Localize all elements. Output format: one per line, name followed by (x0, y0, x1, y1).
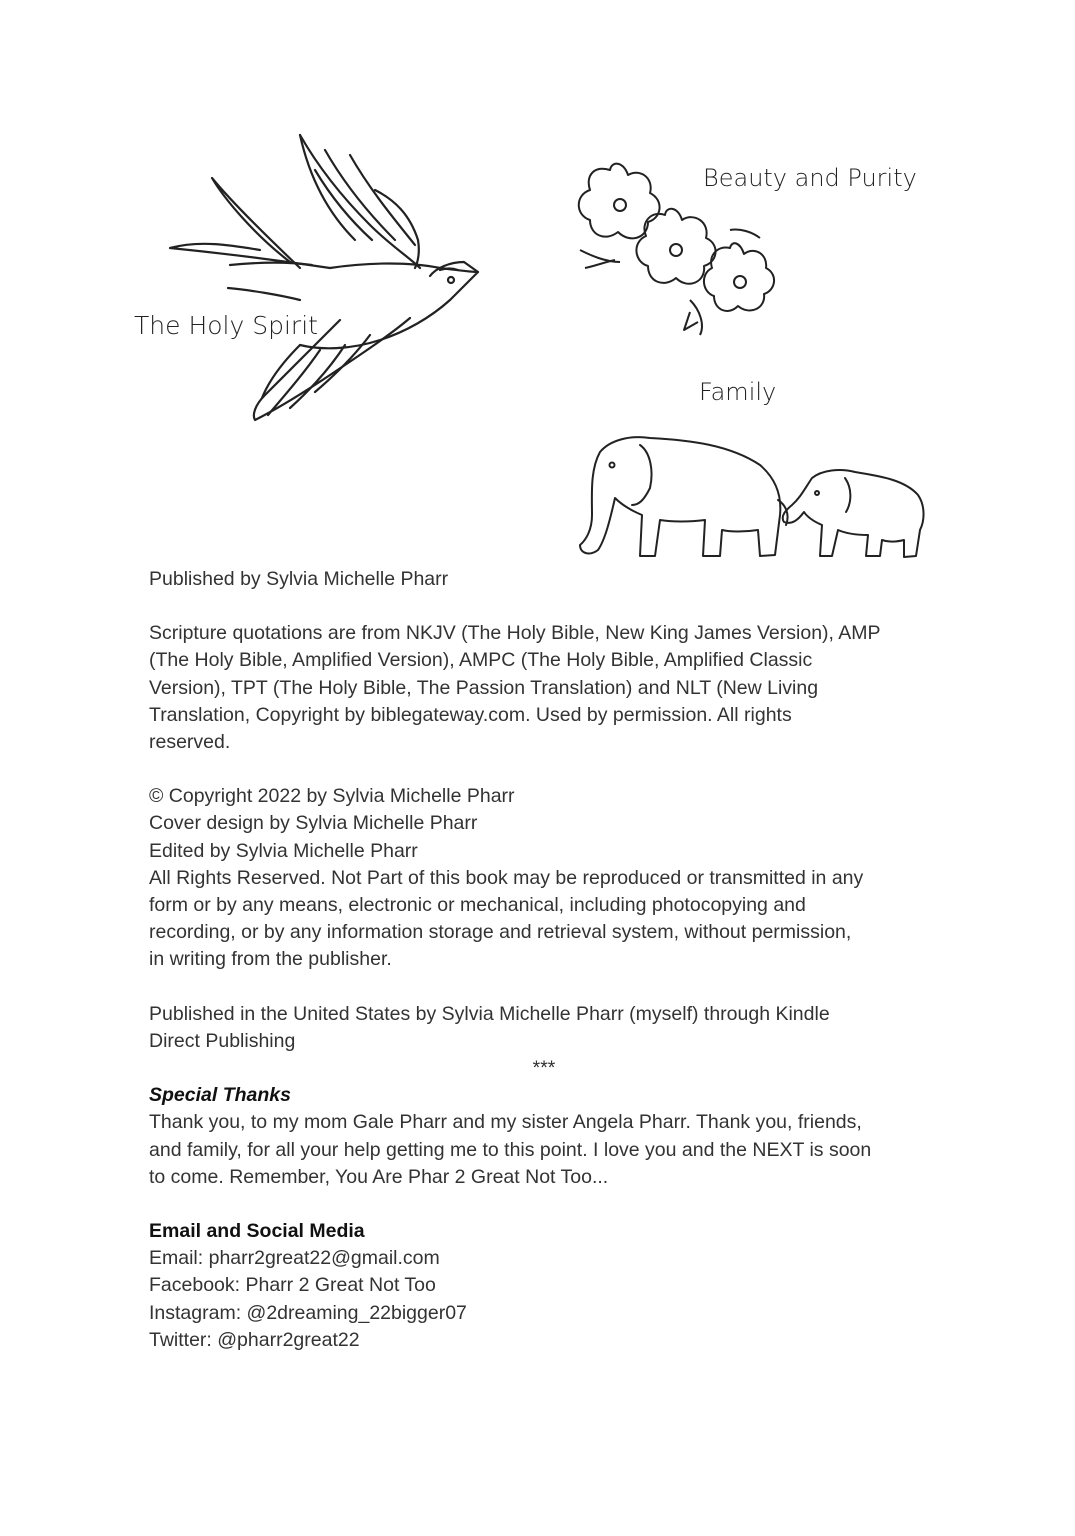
copyright-line: © Copyright 2022 by Sylvia Michelle Pharr (149, 785, 515, 808)
published-in-line: Direct Publishing (149, 1029, 296, 1052)
contact-list (149, 1245, 939, 1354)
edited-by-line: Edited by Sylvia Michelle Pharr (149, 839, 418, 862)
elephants-label: Family (699, 378, 777, 406)
contact-heading: Email and Social Media (149, 1220, 365, 1243)
illustrations (0, 0, 1075, 570)
section-separator: *** (532, 1057, 556, 1080)
scripture-line: Scripture quotations are from NKJV (The Holy Bible, New King James Version), AMP (149, 622, 881, 645)
email-line: Email: pharr2great22@gmail.com (149, 1247, 440, 1270)
elephants-illustration (580, 437, 924, 557)
dove-label: The Holy Spirit (134, 311, 318, 340)
rights-line: form or by any means, electronic or mechanical, including photocopying and (149, 894, 806, 917)
flowers-label: Beauty and Purity (703, 164, 917, 192)
thanks-line: to come. Remember, You Are Phar 2 Great Not Too... (149, 1165, 609, 1188)
cover-design-line: Cover design by Sylvia Michelle Pharr (149, 812, 478, 835)
rights-line: All Rights Reserved. Not Part of this book may be reproduced or transmitted in any (149, 866, 864, 889)
scripture-line: reserved. (149, 731, 231, 754)
scripture-line: Translation, Copyright by biblegateway.com. Used by permission. All rights (149, 703, 792, 726)
swallow-illustration (170, 135, 478, 420)
copyright-block (149, 783, 939, 973)
scripture-line: Version), TPT (The Holy Bible, The Passion Translation) and NLT (New Living (149, 676, 819, 699)
special-thanks-text (149, 1109, 939, 1191)
rights-line: in writing from the publisher. (149, 948, 392, 971)
publisher-line: Published by Sylvia Michelle Pharr (149, 568, 449, 590)
copyright-page (149, 566, 939, 1354)
thanks-line: Thank you, to my mom Gale Pharr and my sister Angela Pharr. Thank you, friends, (149, 1111, 862, 1134)
twitter-line: Twitter: @pharr2great22 (149, 1328, 360, 1351)
scripture-line: (The Holy Bible, Amplified Version), AMPC (The Holy Bible, Amplified Classic (149, 649, 813, 672)
published-in-line: Published in the United States by Sylvia Michelle Pharr (myself) through Kindle (149, 1002, 830, 1025)
published-in (149, 1001, 939, 1055)
thanks-line: and family, for all your help getting me to this point. I love you and the NEXT is soon (149, 1138, 872, 1161)
special-thanks-heading: Special Thanks (149, 1084, 291, 1107)
rights-line: recording, or by any information storage and retrieval system, without permission, (149, 921, 852, 944)
scripture-notice (149, 620, 939, 756)
facebook-line: Facebook: Pharr 2 Great Not Too (149, 1274, 436, 1297)
instagram-line: Instagram: @2dreaming_22bigger07 (149, 1301, 467, 1324)
